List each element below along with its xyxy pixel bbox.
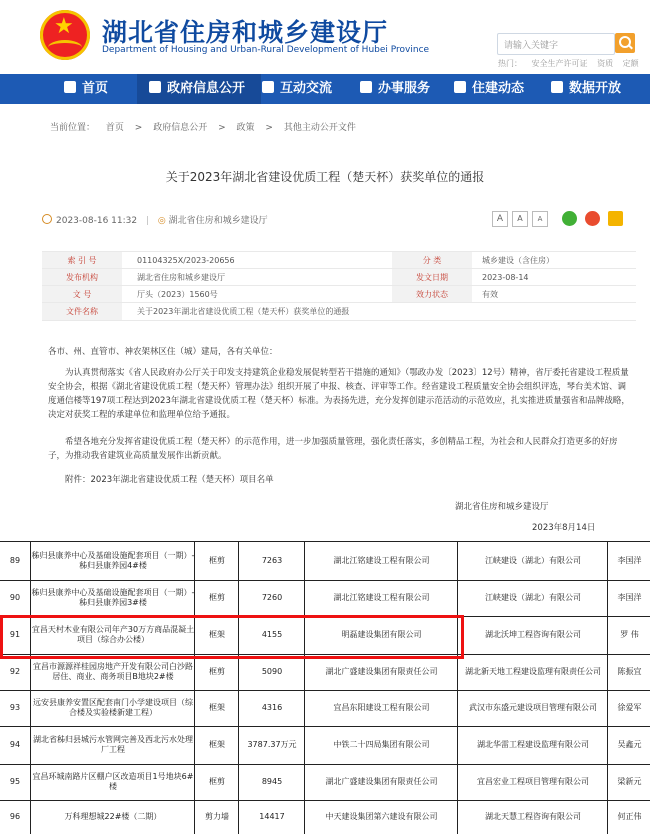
supervision-company: 湖北华雷工程建设监理有限公司 <box>457 726 608 764</box>
search-placeholder: 请输入关键字 <box>504 41 559 51</box>
status-label: 效力状态 <box>392 286 472 303</box>
wechat-share-icon[interactable] <box>562 211 577 226</box>
file-name-value: 关于2023年湖北省建设优质工程（楚天杯）获奖单位的通报 <box>137 307 350 316</box>
construction-company: 湖北广盛建设集团有限责任公司 <box>304 654 458 690</box>
nav-item-data[interactable] <box>551 74 633 104</box>
search-input[interactable] <box>497 33 615 55</box>
supervision-company: 武汉市东盛元建设项目管理有限公司 <box>457 690 608 726</box>
clock-icon <box>42 214 52 224</box>
building-area: 4316 <box>238 690 305 726</box>
highlight-box <box>0 615 464 659</box>
breadcrumb-separator: > <box>265 123 273 133</box>
project-name: 湖北省秭归县城污水管网完善及西北污水处理厂工程 <box>30 726 195 764</box>
article-title: 关于2023年湖北省建设优质工程（楚天杯）获奖单位的通报 <box>165 170 485 184</box>
nav-label: 数据开放 <box>569 81 622 96</box>
body-paragraph-2: 希望各地充分发挥省建设优质工程（楚天杯）的示范作用，进一步加强质量管理，强化责任落实，多创精品工程，为社会和人民群众打造更多的好房子，为推动我省建筑业高质量发展作出新贡献。 <box>48 437 618 461</box>
category-value: 城乡建设（含住房） <box>482 256 554 265</box>
table-row <box>0 690 650 727</box>
project-name: 宜昌环城南路片区棚户区改造项目1号地块6#楼 <box>30 764 195 800</box>
breadcrumb-gov-info[interactable]: 政府信息公开 <box>153 123 208 133</box>
index-number-label: 索 引 号 <box>42 252 122 269</box>
addressee: 各市、州、直管市、神农架林区住（城）建局，各有关单位： <box>48 347 278 357</box>
supervision-company: 湖北沃坤工程咨询有限公司 <box>457 616 608 654</box>
chat-icon <box>262 81 274 93</box>
supervision-company: 江峡建设（湖北）有限公司 <box>457 542 608 580</box>
nav-item-home[interactable] <box>54 74 136 104</box>
structure-type: 框剪 <box>194 542 239 580</box>
construction-company: 明磊建设集团有限公司 <box>304 616 458 654</box>
building-area: 7263 <box>238 542 305 580</box>
nav-item-interaction[interactable] <box>262 74 344 104</box>
structure-type: 框剪 <box>194 654 239 690</box>
favorite-star-icon[interactable] <box>608 211 623 226</box>
person-in-charge: 罗 伟 <box>607 616 650 654</box>
breadcrumb-policy[interactable]: 政策 <box>236 123 255 133</box>
building-area: 3787.37万元 <box>238 726 305 764</box>
table-row <box>0 542 650 581</box>
building-area: 5090 <box>238 654 305 690</box>
attachment-line[interactable]: 附件：2023年湖北省建设优质工程（楚天杯）项目名单 <box>65 475 274 485</box>
category-label: 分 类 <box>392 252 472 269</box>
breadcrumb-current[interactable]: 其他主动公开文件 <box>283 123 356 133</box>
hot-search-links <box>498 58 646 69</box>
breadcrumb-separator: > <box>218 123 226 133</box>
building-area: 7260 <box>238 580 305 616</box>
body-paragraph-1: 为认真贯彻落实《省人民政府办公厅关于印发支持建筑企业稳发展促转型若干措施的通知》（鄂政办发〔2023〕12号）精神，省厅委托省建设工程质量安全协会，根据《湖北省建设优质工程（楚天杯）管理办法》组织开展了申报、核查、评审等工作。经省建设工程质量安全协会组织评选，琴台美术馆、调度通信楼等197项工程达到2023年湖北省建设优质工程（楚天杯）标准。为表扬先进，充分发挥创建示范活动的示范效应，扎实推进质量强省和品牌战略，决定对获奖工程的承建单位和监理单位给予通报。 <box>48 368 630 420</box>
nav-label: 住建动态 <box>472 81 525 96</box>
project-name: 万科理想城22#楼（二期） <box>30 800 195 834</box>
document-icon <box>149 81 161 93</box>
construction-company: 中天建设集团第六建设有限公司 <box>304 800 458 834</box>
project-name: 秭归县康养中心及基础设施配套项目（一期）-秭归县康养园3#楼 <box>30 580 195 616</box>
construction-company: 湖北江铭建设工程有限公司 <box>304 580 458 616</box>
hot-link-qualification[interactable]: 资质 <box>597 59 614 68</box>
publish-source: 湖北省住房和城乡建设厅 <box>168 216 268 226</box>
service-icon <box>360 81 372 93</box>
publish-time: 2023-08-16 11:32 <box>56 216 138 226</box>
index-number-value: 01104325X/2023-20656 <box>137 256 235 265</box>
status-value: 有效 <box>482 290 498 299</box>
breadcrumb-label: 当前位置： <box>50 123 96 133</box>
breadcrumb <box>50 120 364 133</box>
nav-label: 办事服务 <box>378 81 431 96</box>
nav-item-services[interactable] <box>360 74 442 104</box>
person-in-charge: 李国洋 <box>607 580 650 616</box>
building-area: 14417 <box>238 800 305 834</box>
project-name: 宜昌天村木业有限公司年产30万方商品混凝土项目（综合办公楼） <box>30 616 195 654</box>
row-number: 95 <box>9 777 21 786</box>
structure-type: 框架 <box>194 690 239 726</box>
meta-separator: | <box>145 216 150 226</box>
issuer-label: 发布机构 <box>42 269 122 286</box>
project-name: 远安县康养安置区配套南门小学建设项目（综合楼及实验楼新建工程） <box>30 690 195 726</box>
site-title: 湖北省住房和城乡建设厅 <box>102 18 389 47</box>
nav-label: 政府信息公开 <box>167 81 246 96</box>
hot-label: 热门： <box>498 59 522 68</box>
structure-type: 剪力墙 <box>194 800 239 834</box>
signature-org: 湖北省住房和城乡建设厅 <box>455 502 549 512</box>
weibo-share-icon[interactable] <box>585 211 600 226</box>
supervision-company: 湖北新天地工程建设监理有限责任公司 <box>457 654 608 690</box>
building-area: 8945 <box>238 764 305 800</box>
project-table <box>0 541 650 834</box>
file-name-label: 文件名称 <box>42 303 122 320</box>
person-in-charge: 何正伟 <box>607 800 650 834</box>
source-icon: ◎ <box>157 216 166 226</box>
main-nav <box>0 74 650 104</box>
table-row <box>0 580 650 617</box>
person-in-charge: 徐爱军 <box>607 690 650 726</box>
project-name: 秭归县康养中心及基础设施配套项目（一期）-秭归县康养园4#楼 <box>30 542 195 580</box>
signature-date: 2023年8月14日 <box>532 523 596 533</box>
site-header <box>0 0 650 74</box>
font-large-button[interactable]: A <box>492 211 508 227</box>
person-in-charge: 吴鑫元 <box>607 726 650 764</box>
font-medium-button[interactable]: A <box>512 211 528 227</box>
nav-label: 互动交流 <box>280 81 333 96</box>
table-row <box>0 800 650 834</box>
article-meta <box>42 213 268 226</box>
table-row <box>0 726 650 765</box>
row-number: 92 <box>9 667 21 676</box>
row-number: 94 <box>9 740 21 749</box>
issue-date-label: 发文日期 <box>392 269 472 286</box>
data-icon <box>551 81 563 93</box>
construction-company: 宜昌东阳建设工程有限公司 <box>304 690 458 726</box>
person-in-charge: 李国洋 <box>607 542 650 580</box>
search-icon[interactable] <box>615 33 635 53</box>
national-emblem-icon: ★ <box>40 10 90 60</box>
structure-type: 框剪 <box>194 580 239 616</box>
table-row <box>0 764 650 801</box>
structure-type: 框剪 <box>194 764 239 800</box>
font-small-button[interactable]: A <box>532 211 548 227</box>
row-number: 96 <box>9 812 21 821</box>
supervision-company: 湖北天慧工程咨询有限公司 <box>457 800 608 834</box>
document-number-label: 文 号 <box>42 286 122 303</box>
hot-link-quota[interactable]: 定额 <box>622 59 639 68</box>
supervision-company: 江峡建设（湖北）有限公司 <box>457 580 608 616</box>
nav-item-news[interactable] <box>454 74 536 104</box>
construction-company: 湖北广盛建设集团有限责任公司 <box>304 764 458 800</box>
structure-type: 框架 <box>194 616 239 654</box>
hot-link-license[interactable]: 安全生产许可证 <box>531 59 588 68</box>
row-number: 90 <box>9 593 21 602</box>
news-icon <box>454 81 466 93</box>
home-icon <box>64 81 76 93</box>
project-name: 宜昌市源源祥桂园房地产开发有限公司白沙路居住、商业、商务项目B地块2#楼 <box>30 654 195 690</box>
issuer-value: 湖北省住房和城乡建设厅 <box>137 273 225 282</box>
building-area: 4155 <box>238 616 305 654</box>
site-subtitle: Department of Housing and Urban-Rural Development of Hubei Province <box>102 45 430 55</box>
document-number-value: 厅头（2023）1560号 <box>137 290 218 299</box>
construction-company: 中铁二十四局集团有限公司 <box>304 726 458 764</box>
construction-company: 湖北江铭建设工程有限公司 <box>304 542 458 580</box>
nav-item-gov-info[interactable] <box>137 74 261 104</box>
breadcrumb-separator: > <box>134 123 143 133</box>
issue-date-value: 2023-08-14 <box>482 273 529 282</box>
table-row <box>0 654 650 691</box>
document-info-table <box>42 251 636 321</box>
nav-label: 首页 <box>82 81 109 96</box>
breadcrumb-home[interactable]: 首页 <box>105 123 124 133</box>
row-number: 93 <box>9 703 21 712</box>
row-number: 91 <box>9 630 21 639</box>
person-in-charge: 梁新元 <box>607 764 650 800</box>
person-in-charge: 陈振宜 <box>607 654 650 690</box>
structure-type: 框架 <box>194 726 239 764</box>
row-number: 89 <box>9 556 21 565</box>
supervision-company: 宜昌宏业工程项目管理有限公司 <box>457 764 608 800</box>
